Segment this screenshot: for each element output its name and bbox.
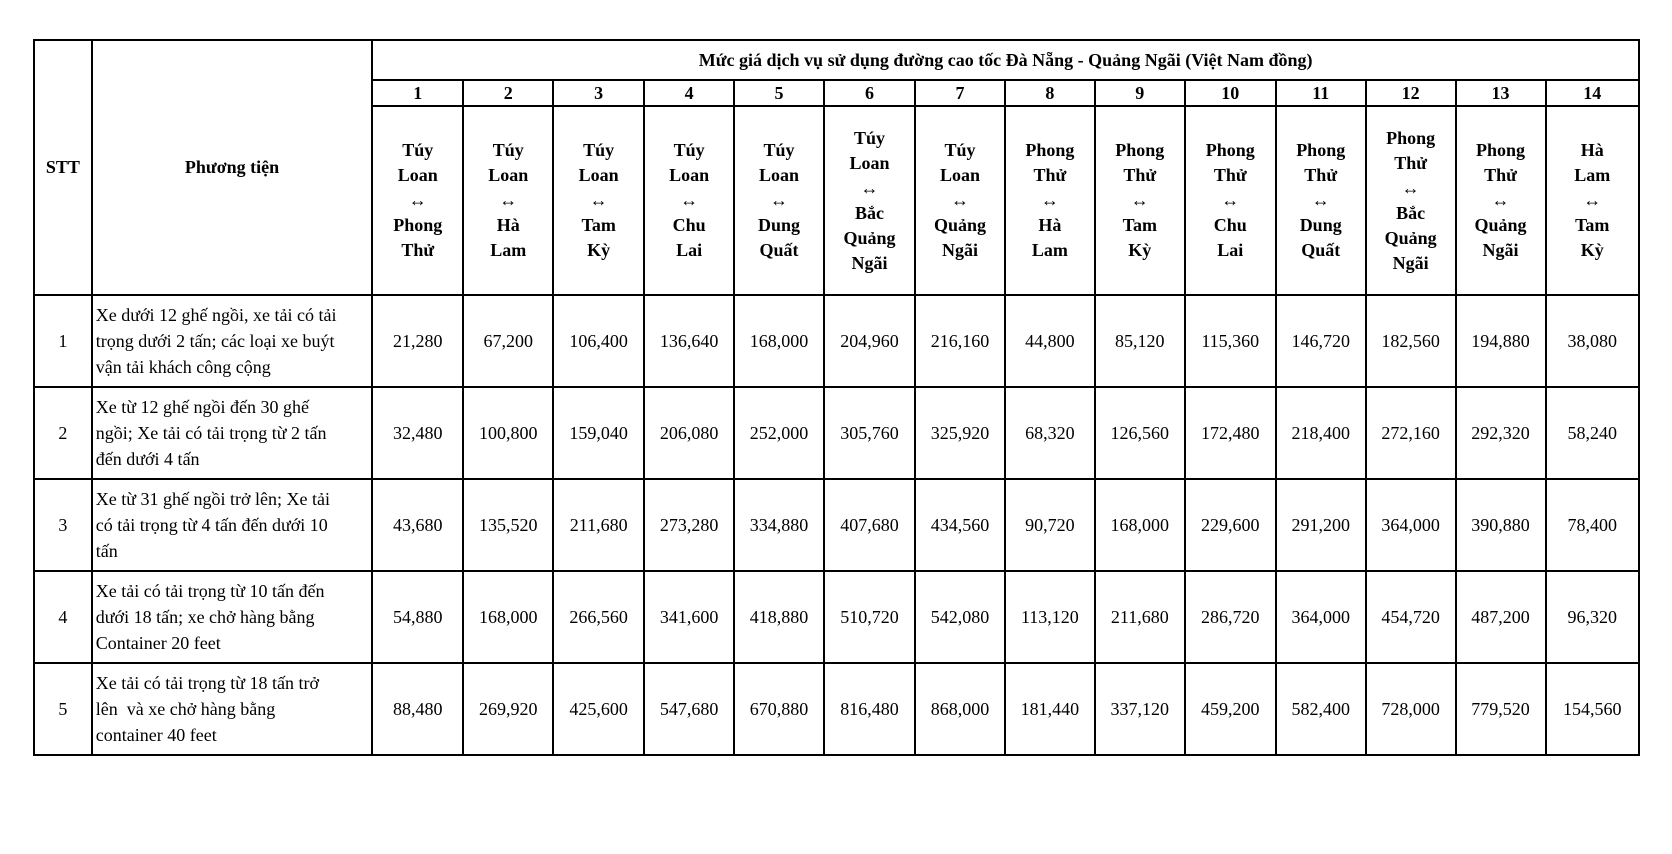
column-number: 6 xyxy=(824,80,915,106)
price-cell: 96,320 xyxy=(1546,571,1639,663)
price-cell: 218,400 xyxy=(1276,387,1366,479)
route-word: Hà xyxy=(1580,140,1604,160)
price-cell: 407,680 xyxy=(824,479,915,571)
price-cell: 168,000 xyxy=(734,295,824,387)
route-header xyxy=(372,106,463,295)
price-cell: 252,000 xyxy=(734,387,824,479)
route-word: Lam xyxy=(490,240,527,260)
column-number: 14 xyxy=(1546,80,1639,106)
route-word: Quảng xyxy=(1384,227,1437,248)
route-word: Dung xyxy=(758,215,801,235)
route-header xyxy=(1366,106,1456,295)
column-number: 9 xyxy=(1095,80,1185,106)
price-cell: 266,560 xyxy=(553,571,644,663)
route-header xyxy=(1185,106,1276,295)
price-cell: 100,800 xyxy=(463,387,553,479)
route-word: Phong xyxy=(1115,140,1165,160)
route-word: Kỳ xyxy=(1580,240,1604,260)
price-cell: 454,720 xyxy=(1366,571,1456,663)
vehicle-header: Phương tiện xyxy=(92,40,372,295)
price-cell: 135,520 xyxy=(463,479,553,571)
route-word: Phong xyxy=(1296,140,1346,160)
route-word: Kỳ xyxy=(1128,240,1152,260)
vehicle-line: vận tải khách công cộng xyxy=(95,357,271,377)
price-cell: 21,280 xyxy=(372,295,463,387)
route-header xyxy=(1005,106,1095,295)
row-number: 3 xyxy=(34,479,92,571)
column-number: 1 xyxy=(372,80,463,106)
vehicle-line: dưới 18 tấn; xe chở hàng bằng xyxy=(95,607,315,627)
price-cell: 204,960 xyxy=(824,295,915,387)
price-cell: 269,920 xyxy=(463,663,553,755)
route-word: Ngãi xyxy=(1392,252,1429,273)
column-number: 10 xyxy=(1185,80,1276,106)
route-word: Loan xyxy=(397,165,438,185)
price-cell: 325,920 xyxy=(915,387,1005,479)
route-word: Thử xyxy=(401,240,435,260)
price-cell: 364,000 xyxy=(1366,479,1456,571)
bidirectional-arrow-icon: ↔ xyxy=(950,190,969,210)
price-cell: 154,560 xyxy=(1546,663,1639,755)
bidirectional-arrow-icon: ↔ xyxy=(1130,190,1149,210)
bidirectional-arrow-icon: ↔ xyxy=(1040,190,1059,210)
route-word: Phong xyxy=(1205,140,1255,160)
route-word: Quất xyxy=(759,240,799,260)
price-cell: 168,000 xyxy=(1095,479,1185,571)
route-word: Thử xyxy=(1213,165,1247,185)
price-cell: 106,400 xyxy=(553,295,644,387)
route-header xyxy=(915,106,1005,295)
price-cell: 418,880 xyxy=(734,571,824,663)
price-cell: 78,400 xyxy=(1546,479,1639,571)
price-cell: 194,880 xyxy=(1456,295,1546,387)
table-row xyxy=(34,387,1639,479)
price-cell: 85,120 xyxy=(1095,295,1185,387)
route-header xyxy=(1276,106,1366,295)
bidirectional-arrow-icon: ↔ xyxy=(770,190,789,210)
price-cell: 425,600 xyxy=(553,663,644,755)
price-cell: 341,600 xyxy=(644,571,734,663)
vehicle-description xyxy=(92,571,372,663)
route-word: Thử xyxy=(1033,165,1067,185)
row-number: 2 xyxy=(34,387,92,479)
price-cell: 868,000 xyxy=(915,663,1005,755)
bidirectional-arrow-icon: ↔ xyxy=(1221,190,1240,210)
price-cell: 168,000 xyxy=(463,571,553,663)
route-word: Túy xyxy=(673,140,705,160)
route-word: Phong xyxy=(1025,140,1075,160)
toll-price-table xyxy=(33,39,1640,756)
route-word: Lam xyxy=(1031,240,1068,260)
route-word: Bắc xyxy=(855,202,884,223)
price-cell: 181,440 xyxy=(1005,663,1095,755)
vehicle-line: có tải trọng từ 4 tấn đến dưới 10 xyxy=(95,515,328,535)
route-word: Quảng xyxy=(933,215,986,235)
price-cell: 459,200 xyxy=(1185,663,1276,755)
price-cell: 44,800 xyxy=(1005,295,1095,387)
column-number: 7 xyxy=(915,80,1005,106)
price-cell: 364,000 xyxy=(1276,571,1366,663)
price-cell: 68,320 xyxy=(1005,387,1095,479)
route-header xyxy=(734,106,824,295)
vehicle-line: container 40 feet xyxy=(95,725,217,745)
price-cell: 292,320 xyxy=(1456,387,1546,479)
route-word: Túy xyxy=(402,140,434,160)
column-number: 11 xyxy=(1276,80,1366,106)
price-cell: 510,720 xyxy=(824,571,915,663)
column-number: 5 xyxy=(734,80,824,106)
route-header xyxy=(644,106,734,295)
vehicle-line: Xe tải có tải trọng từ 10 tấn đến xyxy=(95,581,325,601)
route-word: Hà xyxy=(496,215,520,235)
route-word: Dung xyxy=(1299,215,1342,235)
bidirectional-arrow-icon: ↔ xyxy=(499,190,518,210)
vehicle-line: Xe từ 12 ghế ngồi đến 30 ghế xyxy=(95,397,310,417)
route-word: Thử xyxy=(1304,165,1338,185)
stt-header: STT xyxy=(34,40,92,295)
price-cell: 54,880 xyxy=(372,571,463,663)
route-header xyxy=(463,106,553,295)
vehicle-line: đến dưới 4 tấn xyxy=(95,449,200,469)
price-cell: 272,160 xyxy=(1366,387,1456,479)
route-header xyxy=(824,106,915,295)
route-word: Lai xyxy=(1217,240,1244,260)
route-word: Túy xyxy=(763,140,795,160)
column-number: 3 xyxy=(553,80,644,106)
price-cell: 334,880 xyxy=(734,479,824,571)
price-cell: 88,480 xyxy=(372,663,463,755)
route-word: Loan xyxy=(759,165,800,185)
vehicle-line: lên và xe chở hàng bằng xyxy=(95,699,276,719)
route-word: Chu xyxy=(672,215,706,235)
route-header xyxy=(1095,106,1185,295)
route-word: Loan xyxy=(578,165,619,185)
price-cell: 542,080 xyxy=(915,571,1005,663)
price-cell: 216,160 xyxy=(915,295,1005,387)
route-header xyxy=(1456,106,1546,295)
vehicle-line: Container 20 feet xyxy=(95,633,221,653)
route-header xyxy=(1546,106,1639,295)
route-word: Tam xyxy=(1575,215,1610,235)
price-cell: 547,680 xyxy=(644,663,734,755)
route-word: Quảng xyxy=(843,227,896,248)
price-cell: 113,120 xyxy=(1005,571,1095,663)
bidirectional-arrow-icon: ↔ xyxy=(589,190,608,210)
price-cell: 291,200 xyxy=(1276,479,1366,571)
table-row xyxy=(34,479,1639,571)
row-number: 5 xyxy=(34,663,92,755)
route-word: Phong xyxy=(1386,127,1436,148)
vehicle-description xyxy=(92,479,372,571)
route-word: Túy xyxy=(583,140,615,160)
route-word: Loan xyxy=(488,165,529,185)
route-word: Phong xyxy=(393,215,443,235)
price-cell: 126,560 xyxy=(1095,387,1185,479)
vehicle-line: Xe tải có tải trọng từ 18 tấn trở xyxy=(95,673,320,693)
bidirectional-arrow-icon: ↔ xyxy=(1583,190,1602,210)
bidirectional-arrow-icon: ↔ xyxy=(680,190,699,210)
vehicle-line: Xe dưới 12 ghế ngồi, xe tải có tải xyxy=(95,305,337,325)
route-word: Kỳ xyxy=(587,240,611,260)
price-cell: 816,480 xyxy=(824,663,915,755)
vehicle-line: ngồi; Xe tải có tải trọng từ 2 tấn xyxy=(95,423,327,443)
route-word: Loan xyxy=(669,165,710,185)
bidirectional-arrow-icon: ↔ xyxy=(1311,190,1330,210)
route-word: Tam xyxy=(1122,215,1157,235)
route-word: Lai xyxy=(676,240,703,260)
bidirectional-arrow-icon: ↔ xyxy=(1401,177,1420,198)
route-word: Thử xyxy=(1394,152,1428,173)
price-cell: 32,480 xyxy=(372,387,463,479)
table-row xyxy=(34,571,1639,663)
route-word: Bắc xyxy=(1396,202,1426,223)
route-word: Hà xyxy=(1038,215,1062,235)
route-word: Quất xyxy=(1301,240,1341,260)
price-cell: 38,080 xyxy=(1546,295,1639,387)
route-word: Ngãi xyxy=(941,240,978,260)
price-cell: 211,680 xyxy=(1095,571,1185,663)
route-header xyxy=(553,106,644,295)
price-cell: 728,000 xyxy=(1366,663,1456,755)
price-cell: 172,480 xyxy=(1185,387,1276,479)
price-cell: 211,680 xyxy=(553,479,644,571)
vehicle-description xyxy=(92,387,372,479)
bidirectional-arrow-icon: ↔ xyxy=(860,177,879,198)
bidirectional-arrow-icon: ↔ xyxy=(1491,190,1510,210)
price-cell: 58,240 xyxy=(1546,387,1639,479)
price-cell: 159,040 xyxy=(553,387,644,479)
route-word: Tam xyxy=(581,215,616,235)
route-word: Lam xyxy=(1574,165,1611,185)
table-row xyxy=(34,663,1639,755)
route-word: Loan xyxy=(939,165,980,185)
price-cell: 434,560 xyxy=(915,479,1005,571)
price-cell: 286,720 xyxy=(1185,571,1276,663)
table-title: Mức giá dịch vụ sử dụng đường cao tốc Đà Nẵng - Quảng Ngãi (Việt Nam đồng) xyxy=(372,40,1639,80)
route-word: Túy xyxy=(944,140,976,160)
route-word: Ngãi xyxy=(851,252,888,273)
route-word: Túy xyxy=(492,140,524,160)
route-word: Quảng xyxy=(1474,215,1527,235)
price-cell: 229,600 xyxy=(1185,479,1276,571)
row-number: 4 xyxy=(34,571,92,663)
price-cell: 146,720 xyxy=(1276,295,1366,387)
route-word: Ngãi xyxy=(1482,240,1519,260)
vehicle-line: trọng dưới 2 tấn; các loại xe buýt xyxy=(95,331,335,351)
column-number: 2 xyxy=(463,80,553,106)
price-cell: 390,880 xyxy=(1456,479,1546,571)
column-number: 4 xyxy=(644,80,734,106)
column-number: 13 xyxy=(1456,80,1546,106)
price-cell: 90,720 xyxy=(1005,479,1095,571)
price-cell: 779,520 xyxy=(1456,663,1546,755)
vehicle-line: tấn xyxy=(95,541,118,561)
route-word: Thử xyxy=(1484,165,1517,185)
route-word: Chu xyxy=(1213,215,1247,235)
vehicle-line: Xe từ 31 ghế ngồi trở lên; Xe tải xyxy=(95,489,331,509)
column-number: 12 xyxy=(1366,80,1456,106)
price-cell: 305,760 xyxy=(824,387,915,479)
price-cell: 43,680 xyxy=(372,479,463,571)
vehicle-description xyxy=(92,663,372,755)
price-cell: 670,880 xyxy=(734,663,824,755)
row-number: 1 xyxy=(34,295,92,387)
bidirectional-arrow-icon: ↔ xyxy=(408,190,427,210)
route-word: Túy xyxy=(853,127,886,148)
price-cell: 206,080 xyxy=(644,387,734,479)
price-cell: 67,200 xyxy=(463,295,553,387)
price-cell: 182,560 xyxy=(1366,295,1456,387)
table-row xyxy=(34,295,1639,387)
column-number: 8 xyxy=(1005,80,1095,106)
price-cell: 487,200 xyxy=(1456,571,1546,663)
route-word: Loan xyxy=(849,152,890,173)
price-cell: 582,400 xyxy=(1276,663,1366,755)
route-word: Phong xyxy=(1476,140,1526,160)
price-cell: 115,360 xyxy=(1185,295,1276,387)
vehicle-description xyxy=(92,295,372,387)
route-word: Thử xyxy=(1123,165,1157,185)
price-cell: 273,280 xyxy=(644,479,734,571)
price-cell: 337,120 xyxy=(1095,663,1185,755)
price-cell: 136,640 xyxy=(644,295,734,387)
